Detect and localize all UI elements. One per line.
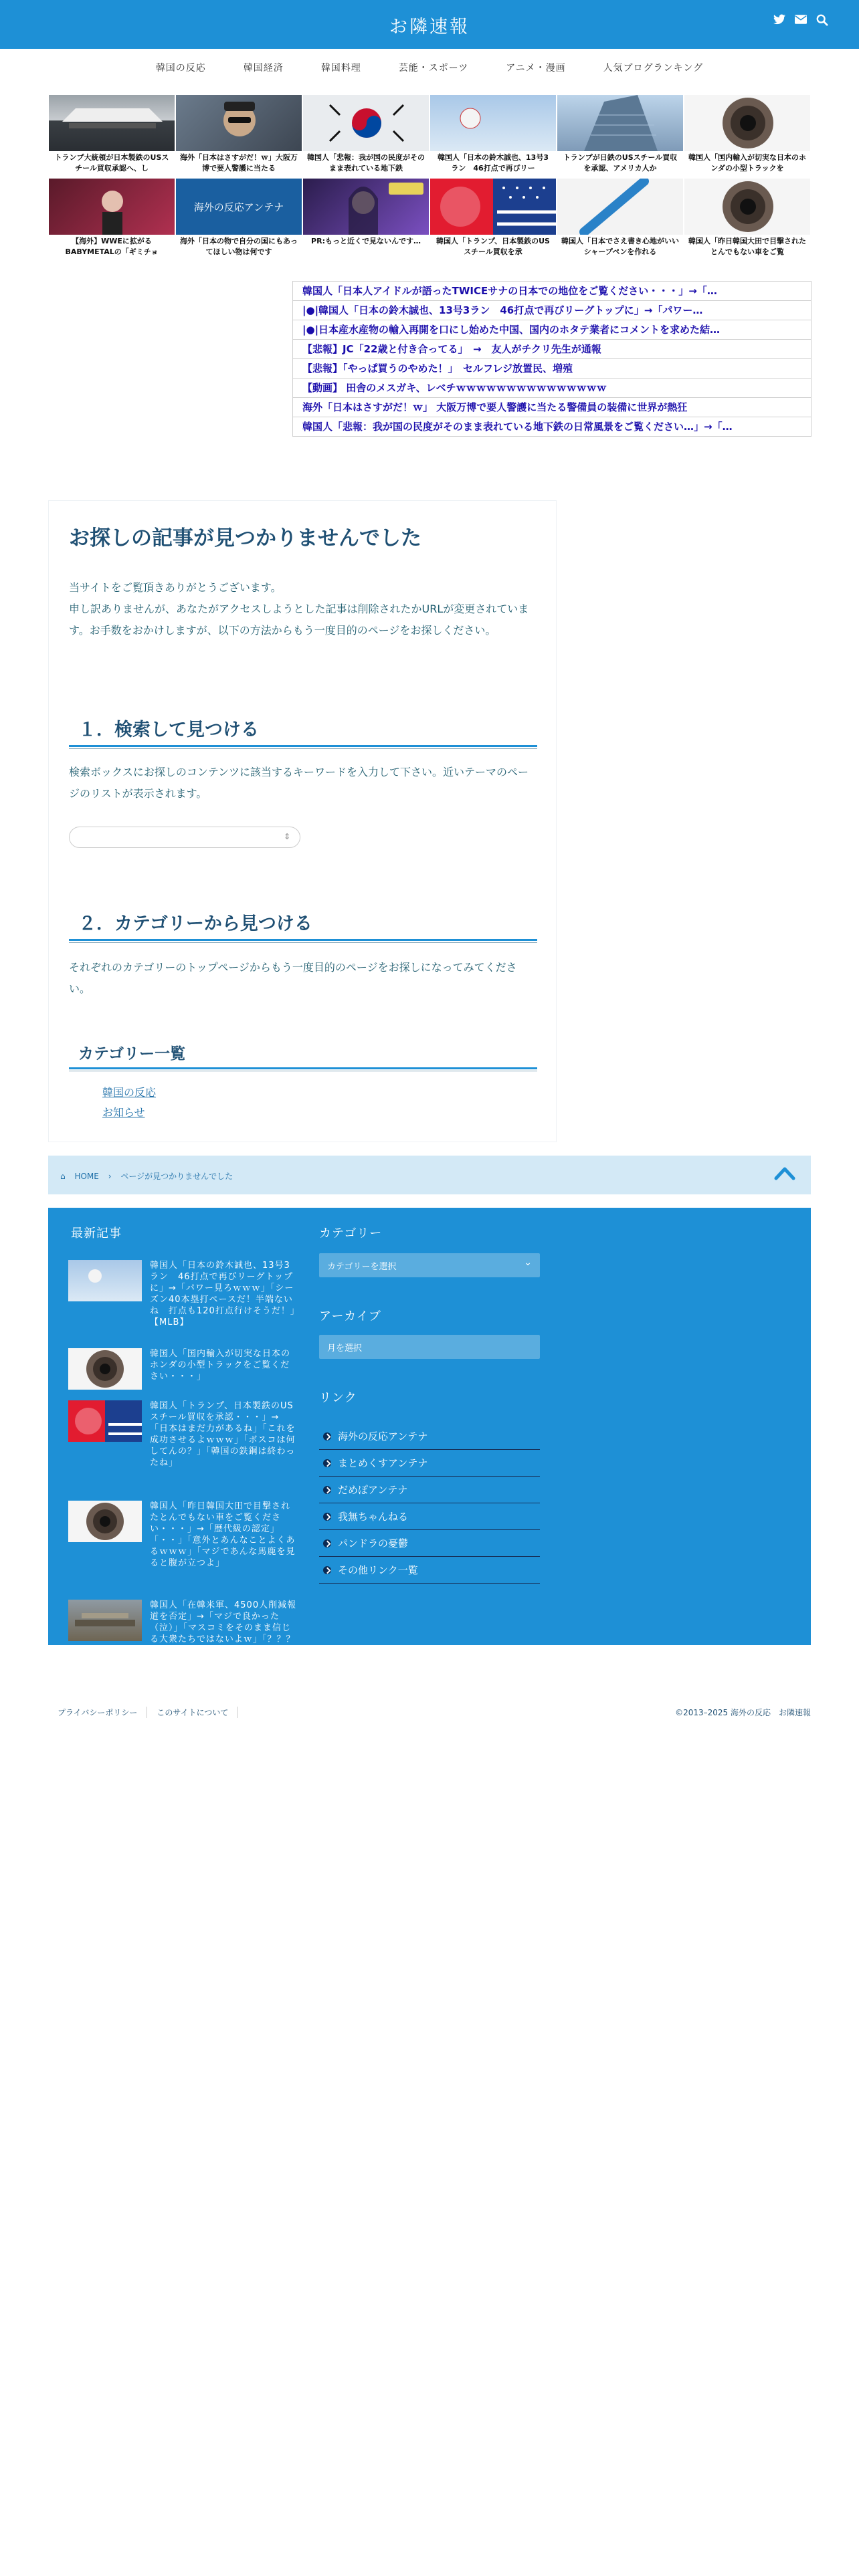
thumb-image [557, 179, 683, 235]
thumb-caption: 海外「日本の物で自分の国にもあってほしい物は何です [180, 237, 298, 256]
post-thumb [68, 1260, 142, 1301]
nav-entertainment-sports[interactable]: 芸能・スポーツ [398, 63, 469, 74]
thumb-caption: トランプが日鉄のUSスチール買収を承認、アメリカ人か [563, 153, 678, 173]
chevron-right-icon: › [108, 1172, 112, 1181]
nav-korea-reaction[interactable]: 韓国の反応 [155, 63, 206, 74]
post-title: 韓国人「トランプ、日本製鉄のUSスチール買収を承認・・・」→「日本はまだ力があるね」「これを成功させるよｗｗｗ」「ボスコは何してんの？」「韓国の鉄鋼は終わったね」 [150, 1401, 296, 1468]
thumb-item[interactable] [684, 94, 811, 178]
thumb-item[interactable] [302, 94, 430, 178]
nav-anime-manga[interactable]: アニメ・漫画 [506, 63, 566, 74]
thumb-item[interactable] [684, 178, 811, 261]
thumb-item[interactable] [302, 178, 430, 261]
footer-link[interactable]: だめぽアンテナ [319, 1477, 540, 1503]
nav-korea-food[interactable]: 韓国料理 [320, 63, 361, 74]
archive-select-value: 月を選択 [327, 1344, 363, 1354]
rss-link[interactable]: 【悲報】「やっぱ買うのやめた！」 セルフレジ放置民、増殖 [292, 359, 812, 379]
rss-link[interactable]: 海外「日本はさすがだ！ｗ」 大阪万博で要人警護に当たる警備員の装備に世界が熱狂 [292, 398, 812, 417]
thumb-image [303, 95, 429, 151]
rss-link[interactable]: 【動画】 田舎のメスガキ、レベチｗｗｗｗｗｗｗｗｗｗｗｗｗｗｗ [292, 379, 812, 398]
thumb-item[interactable] [557, 178, 684, 261]
not-found-content [48, 500, 557, 1142]
category-link[interactable]: 韓国の反応 [102, 1086, 157, 1099]
search-input[interactable] [69, 827, 300, 848]
section-category-text: それぞれのカテゴリーのトップページからもう一度目的のページをお探しになってみてください。 [69, 961, 517, 995]
footer-link[interactable]: その他リンク一覧 [319, 1557, 540, 1584]
thumb-image [430, 179, 556, 235]
search-icon[interactable] [816, 14, 828, 26]
intro-text-2: 申し訳ありませんが、あなたがアクセスしようとした記事は削除されたかURLが変更されています。お手数をおかけしますが、以下の方法からもう一度目的のページをお探しください。 [69, 603, 529, 637]
thumb-image [557, 95, 683, 151]
footer-widgets [48, 1208, 811, 1656]
footer-links [319, 1423, 540, 1584]
post-thumb [68, 1600, 142, 1641]
thumb-item[interactable] [48, 178, 175, 261]
rss-link[interactable]: 韓国人「日本人アイドルが語ったTWICEサナの日本での地位をご覧ください・・・」→「… [292, 282, 812, 301]
thumb-image [684, 95, 810, 151]
thumb-image [49, 179, 175, 235]
copyright: ©2013–2025 海外の反応 お隣速報 [675, 1708, 811, 1717]
rss-link[interactable]: 韓国人「悲報：我が国の民度がそのまま表れている地下鉄の日常風景をご覧ください…」→「… [292, 417, 812, 437]
thumb-item[interactable] [430, 94, 557, 178]
home-icon: ⌂ [60, 1172, 66, 1181]
chevron-down-icon: ⌄ [524, 1257, 532, 1268]
thumb-image [684, 179, 810, 235]
thumb-item[interactable] [48, 94, 175, 178]
category-list [102, 1083, 156, 1123]
post-thumb [68, 1348, 142, 1390]
post-title: 韓国人「在韓米軍、4500人削減報道を否定」→「マジで良かった（泣）」「マスコミをそのまま信じる大衆たちではないよｗ」「？？？実は5000人です」 [150, 1600, 297, 1656]
post-title: 韓国人「日本の鈴木誠也、13号3ラン 46打点で再びリーグトップに」→「パワー見ろｗｗｗ」「シーズン40本塁打ペースだ！半端ないね 打点も120打点行けそうだ！」【MLB】 [150, 1261, 296, 1327]
page-top-button[interactable] [773, 1164, 796, 1185]
thumb-caption: トランプ大統領が日本製鉄のUSスチール買収承認へ、し [54, 153, 169, 173]
thumb-caption: 韓国人「国内輸入が切実な日本のホンダの小型トラックを [688, 153, 806, 173]
category-list-title: カテゴリー一覧 [69, 1041, 537, 1069]
thumb-caption: 韓国人「トランプ、日本製鉄のUSスチール買収を承 [436, 237, 550, 256]
category-widget-title: カテゴリー [319, 1226, 383, 1241]
category-link[interactable]: お知らせ [102, 1106, 145, 1119]
post-thumb [68, 1501, 142, 1542]
post-thumb [68, 1400, 142, 1442]
thumb-item[interactable] [430, 178, 557, 261]
nav-blog-ranking[interactable]: 人気ブログランキング [603, 63, 704, 74]
thumb-image [176, 179, 302, 235]
thumb-item[interactable] [557, 94, 684, 178]
nav-korea-economy[interactable]: 韓国経済 [243, 63, 284, 74]
footer-link[interactable]: 海外の反応アンテナ [319, 1423, 540, 1450]
rss-link[interactable]: 【悲報】JC「22歳と付き合ってる」 → 友人がチクリ先生が通報 [292, 340, 812, 359]
category-select[interactable] [319, 1253, 540, 1277]
breadcrumb-home[interactable]: HOME [74, 1172, 99, 1181]
rss-link[interactable]: |●|日本産水産物の輸入再開を口にし始めた中国、国内のホタテ業者にコメントを求めた結… [292, 320, 812, 340]
thumb-caption: 韓国人「悲報：我が国の民度がそのまま表れている地下鉄 [307, 153, 425, 173]
intro-text: 当サイトをご覧頂きありがとうございます。 [69, 581, 282, 594]
page-title: お探しの記事が見つかりませんでした [69, 526, 421, 550]
rss-link-list [292, 281, 812, 437]
section-category-title: ２．カテゴリーから見つける [69, 909, 537, 941]
thumb-caption: 海外「日本はさすがだ！ｗ」大阪万博で要人警護に当たる [180, 153, 298, 173]
archive-select[interactable] [319, 1335, 540, 1359]
global-nav [0, 49, 859, 86]
footer-link[interactable]: まとめくすアンテナ [319, 1450, 540, 1477]
thumb-caption: 韓国人「昨日韓国大田で目撃されたとんでもない車をご覧 [688, 237, 806, 256]
antenna-thumbnails [48, 94, 811, 261]
mail-icon[interactable] [795, 14, 807, 26]
breadcrumb-current: ページが見つかりませんでした [120, 1172, 233, 1181]
thumb-caption: 韓国人「日本の鈴木誠也、13号3ラン 46打点で再びリー [438, 153, 549, 173]
links-widget-title: リンク [319, 1391, 357, 1405]
recent-posts-title: 最新記事 [71, 1226, 122, 1241]
thumb-caption: 【海外】WWEに拡がるBABYMETALの「ギミチョ [65, 237, 159, 256]
thumb-item[interactable] [175, 94, 302, 178]
breadcrumb [48, 1156, 811, 1194]
post-title: 韓国人「国内輸入が切実な日本のホンダの小型トラックをご覧ください・・・」 [150, 1349, 291, 1382]
archive-widget-title: アーカイブ [319, 1309, 382, 1323]
post-title: 韓国人「昨日韓国大田で目撃されたとんでもない車をご覧ください・・・」→「歴代級の認定」「・・」「意外とあんなことよくあるｗｗｗ」「マジであんな馬鹿を見ると腹が立つよ」 [150, 1501, 296, 1568]
thumb-image [430, 95, 556, 151]
thumb-image [303, 179, 429, 235]
bottom-bar [48, 1704, 811, 1720]
site-title[interactable]: お隣速報 [389, 17, 470, 37]
thumb-image [49, 95, 175, 151]
section-search-text: 検索ボックスにお探しのコンテンツに該当するキーワードを入力して下さい。近いテーマのページのリストが表示されます。 [69, 766, 529, 800]
about-site-link[interactable]: このサイトについて [147, 1707, 238, 1718]
header-icons [773, 14, 828, 26]
site-header [0, 0, 859, 49]
privacy-policy-link[interactable]: プライバシーポリシー [48, 1707, 147, 1718]
thumb-caption: 韓国人「日本でさえ書き心地がいいシャープペンを作れる [561, 237, 679, 256]
footer-link[interactable]: パンドラの憂鬱 [319, 1530, 540, 1557]
thumb-image [176, 95, 302, 151]
thumb-caption: PR:もっと近くで見ないんです… [311, 237, 421, 245]
thumb-item[interactable] [175, 178, 302, 261]
twitter-icon[interactable] [773, 14, 785, 26]
section-search-title: １．検索して見つける [69, 715, 537, 747]
category-select-value: カテゴリーを選択 [327, 1262, 397, 1272]
rss-link[interactable]: |●|韓国人「日本の鈴木誠也、13号3ラン 46打点で再びリーグトップに」→「パワー… [292, 301, 812, 320]
thumb-overlay-text: 海外の反応アンテナ [193, 201, 284, 213]
footer-link[interactable]: 我無ちゃんねる [319, 1503, 540, 1530]
search-submit-icon[interactable]: ⇕ [283, 832, 290, 841]
